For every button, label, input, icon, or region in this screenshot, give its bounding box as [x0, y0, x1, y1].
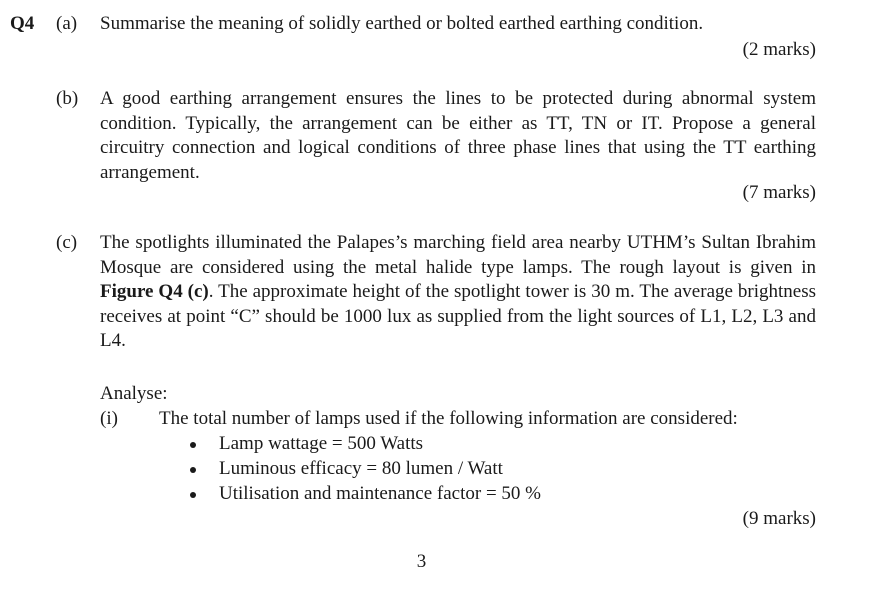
list-item	[188, 482, 541, 507]
bullet-text: Luminous efficacy = 80 lumen / Watt	[219, 458, 503, 479]
bullet-text: Lamp wattage = 500 Watts	[219, 433, 424, 454]
bullet-list	[188, 432, 541, 507]
part-b-text: A good earthing arrangement ensures the lines to be protected during abnormal system condition. Typically, the arrangement can be either as TT, TN or IT. Propose a general circuitry connection and logical conditions of three phase lines that using the TT earthing arrangement.	[100, 88, 816, 183]
bullet-text: Utilisation and maintenance factor = 50 %	[219, 483, 541, 504]
part-a-label: (a)	[56, 13, 78, 34]
part-b-marks: (7 marks)	[742, 182, 816, 203]
part-c-label: (c)	[56, 232, 78, 253]
part-a-text: Summarise the meaning of solidly earthed or bolted earthed earthing condition.	[100, 13, 704, 34]
part-b-label: (b)	[56, 88, 79, 109]
question-number: Q4	[10, 13, 35, 34]
bullet-icon	[190, 467, 196, 473]
page-number: 3	[416, 551, 427, 572]
part-c-text-after: . The approximate height of the spotlight tower is 30 m. The average brightness receives at point “C” should be 1000 lux as supplied from the light sources of L1, L2, L3 and L4.	[100, 281, 816, 351]
list-item	[188, 432, 541, 457]
part-a-marks: (2 marks)	[742, 39, 816, 60]
bullet-icon	[190, 492, 196, 498]
sub-i-text: The total number of lamps used if the following information are considered:	[159, 408, 738, 429]
list-item	[188, 457, 541, 482]
bullet-icon	[190, 442, 196, 448]
sub-i-label: (i)	[100, 408, 118, 429]
part-c-text	[100, 231, 816, 354]
figure-reference: Figure Q4 (c)	[100, 281, 209, 302]
part-c-text-before: The spotlights illuminated the Palapes’s marching field area nearby UTHM’s Sultan Ibrahim Mosque are considered using the metal halide type lamps. The rough layout is given in	[100, 232, 816, 278]
part-c-marks: (9 marks)	[742, 508, 816, 529]
analyse-label: Analyse:	[100, 383, 168, 404]
